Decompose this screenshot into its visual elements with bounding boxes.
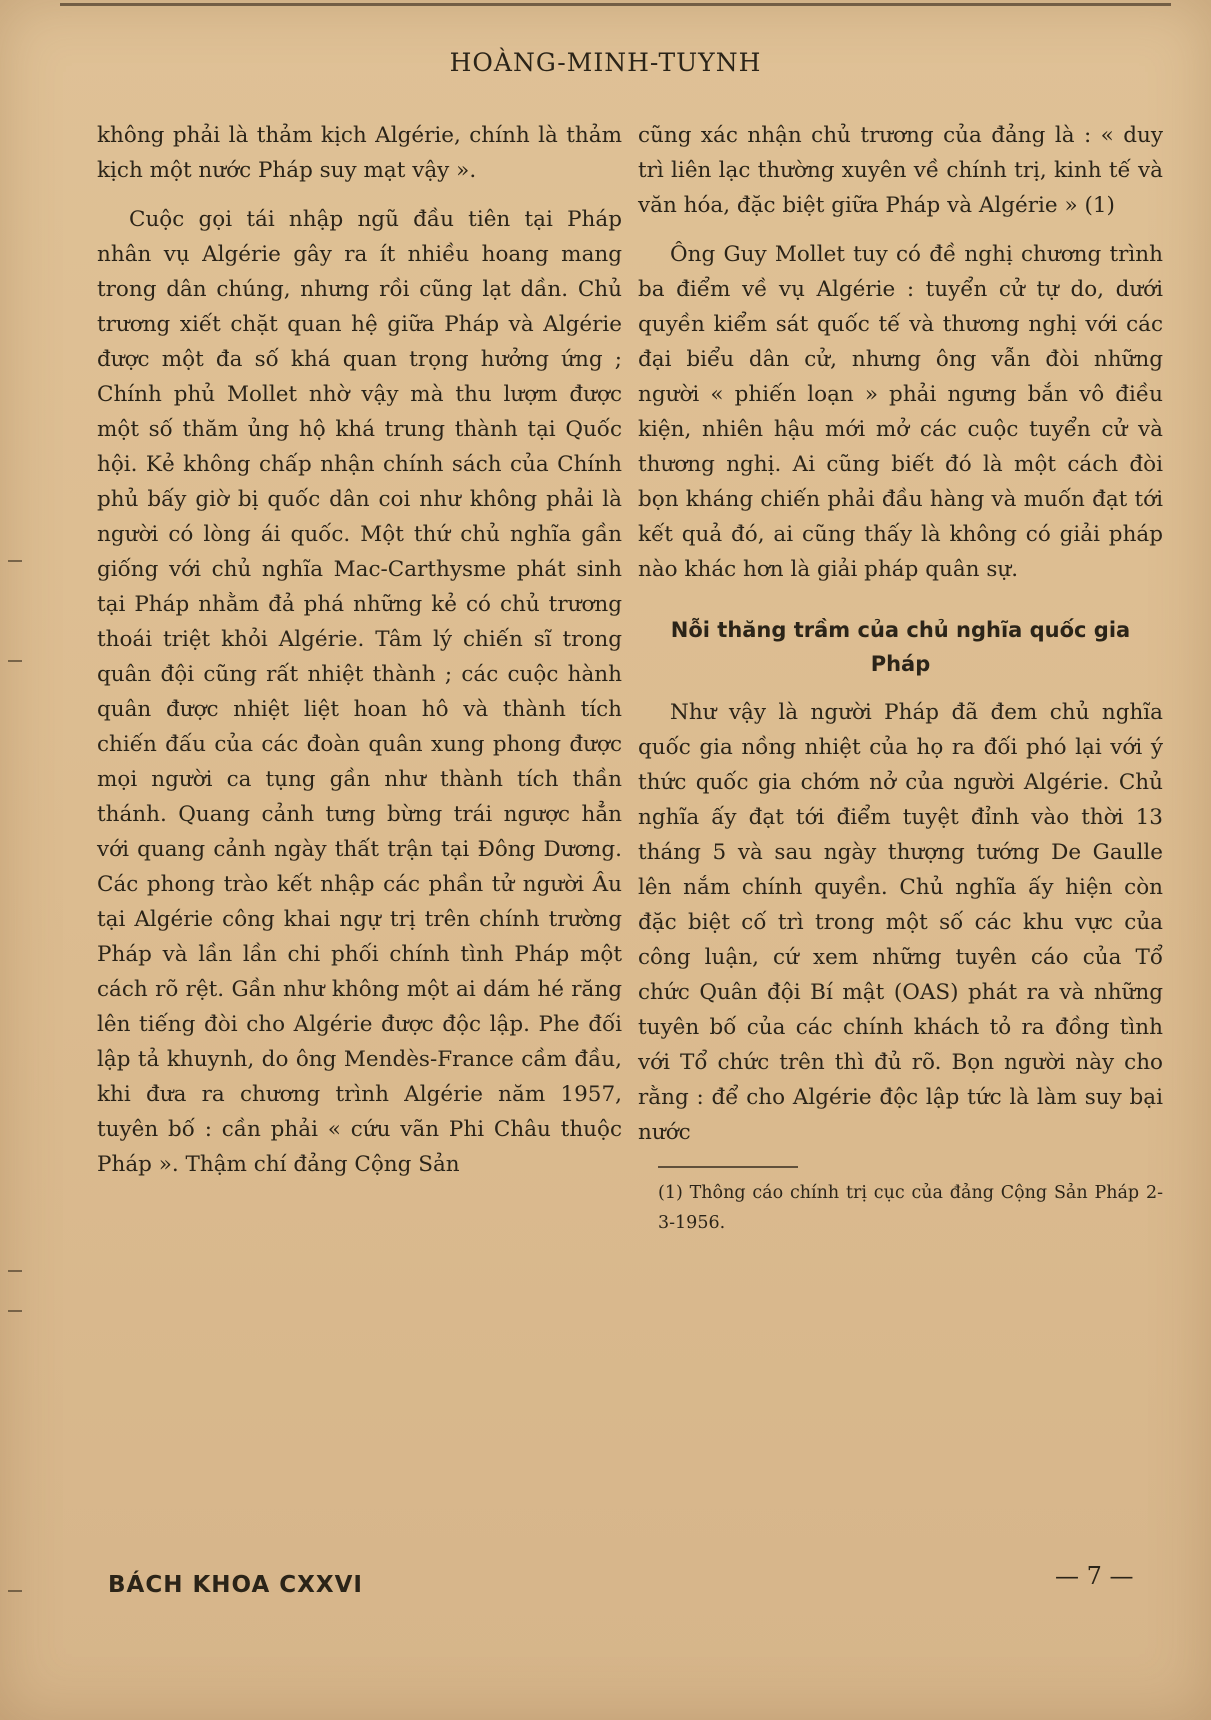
- page-number: — 7 —: [1055, 1562, 1134, 1590]
- binding-mark: [8, 1310, 22, 1312]
- section-heading: Nỗi thăng trầm của chủ nghĩa quốc gia Pháp: [670, 618, 1131, 676]
- paragraph: Cuộc gọi tái nhập ngũ đầu tiên tại Pháp nhân vụ Algérie gây ra ít nhiều hoang mang trong dân chúng, nhưng rồi cũng lạt dần. Chủ trương xiết chặt quan hệ giữa Pháp và Algérie được một đa số khá quan trọng hưởng ứng ; Chính phủ Mollet nhờ vậy mà thu lượm được một số thăm ủng hộ khá trung thành tại Quốc hội. Kẻ không chấp nhận chính sách của Chính phủ bấy giờ bị quốc dân coi như không phải là người có lòng ái quốc. Một thứ chủ nghĩa gần giống với chủ nghĩa Mac-Carthysme phát sinh tại Pháp nhằm đả phá những kẻ có chủ trương thoái triệt khỏi Algérie. Tâm lý chiến sĩ trong quân đội cũng rất nhiệt thành ; các cuộc hành quân được nhiệt liệt hoan hô và thành tích chiến đấu của các đoàn quân xung phong được mọi người ca tụng gần như thành tích thần thánh. Quang cảnh tưng bừng trái ngược hẳn với quang cảnh ngày thất trận tại Đông Dương. Các phong trào kết nhập các phần tử người Âu tại Algérie công khai ngự trị trên chính trường Pháp và lần lần chi phối chính tình Pháp một cách rõ rệt. Gần như không một ai dám hé răng lên tiếng đòi cho Algérie được độc lập. Phe đối lập tả khuynh, do ông Mendès-France cầm đầu, khi đưa ra chương trình Algérie năm 1957, tuyên bố : cần phải « cứu vãn Phi Châu thuộc Pháp ». Thậm chí đảng Cộng Sản: [97, 207, 622, 1177]
- footnote-divider: [658, 1166, 798, 1168]
- journal-name: BÁCH KHOA CXXVI: [108, 1572, 363, 1598]
- left-column: [97, 118, 622, 1182]
- paragraph: Ông Guy Mollet tuy có đề nghị chương trình ba điểm về vụ Algérie : tuyển cử tự do, dưới quyền kiểm sát quốc tế và thương nghị với các đại biểu dân cử, nhưng ông vẫn đòi những người « phiến loạn » phải ngưng bắn vô điều kiện, nhiên hậu mới mở các cuộc tuyển cử và thương nghị. Ai cũng biết đó là một cách đòi bọn kháng chiến phải đầu hàng và muốn đạt tới kết quả đó, ai cũng thấy là không có giải pháp nào khác hơn là giải pháp quân sự.: [638, 242, 1163, 582]
- binding-mark: [8, 560, 22, 562]
- footnote: (1) Thông cáo chính trị cục của đảng Cộng Sản Pháp 2-3-1956.: [658, 1183, 1163, 1233]
- binding-mark: [8, 1270, 22, 1272]
- binding-mark: [8, 660, 22, 662]
- paragraph: Như vậy là người Pháp đã đem chủ nghĩa quốc gia nồng nhiệt của họ ra đối phó lại với ý thức quốc gia chớm nở của người Algérie. Chủ nghĩa ấy đạt tới điểm tuyệt đỉnh vào thời 13 tháng 5 và sau ngày thượng tướng De Gaulle lên nắm chính quyền. Chủ nghĩa ấy hiện còn đặc biệt cố trì trong một số các khu vực của công luận, cứ xem những tuyên cáo của Tổ chức Quân đội Bí mật (OAS) phát ra và những tuyên bố của các chính khách tỏ ra đồng tình với Tổ chức trên thì đủ rõ. Bọn người này cho rằng : để cho Algérie độc lập tức là làm suy bại nước: [638, 700, 1163, 1145]
- top-rule: [60, 3, 1171, 6]
- binding-mark: [8, 1590, 22, 1592]
- running-header: HOÀNG-MINH-TUYNH: [449, 48, 762, 77]
- paragraph: cũng xác nhận chủ trương của đảng là : « duy trì liên lạc thường xuyên về chính trị, kinh tế và văn hóa, đặc biệt giữa Pháp và Algérie » (1): [638, 123, 1163, 218]
- paragraph: không phải là thảm kịch Algérie, chính là thảm kịch một nước Pháp suy mạt vậy ».: [97, 123, 622, 183]
- right-column: [638, 118, 1163, 1238]
